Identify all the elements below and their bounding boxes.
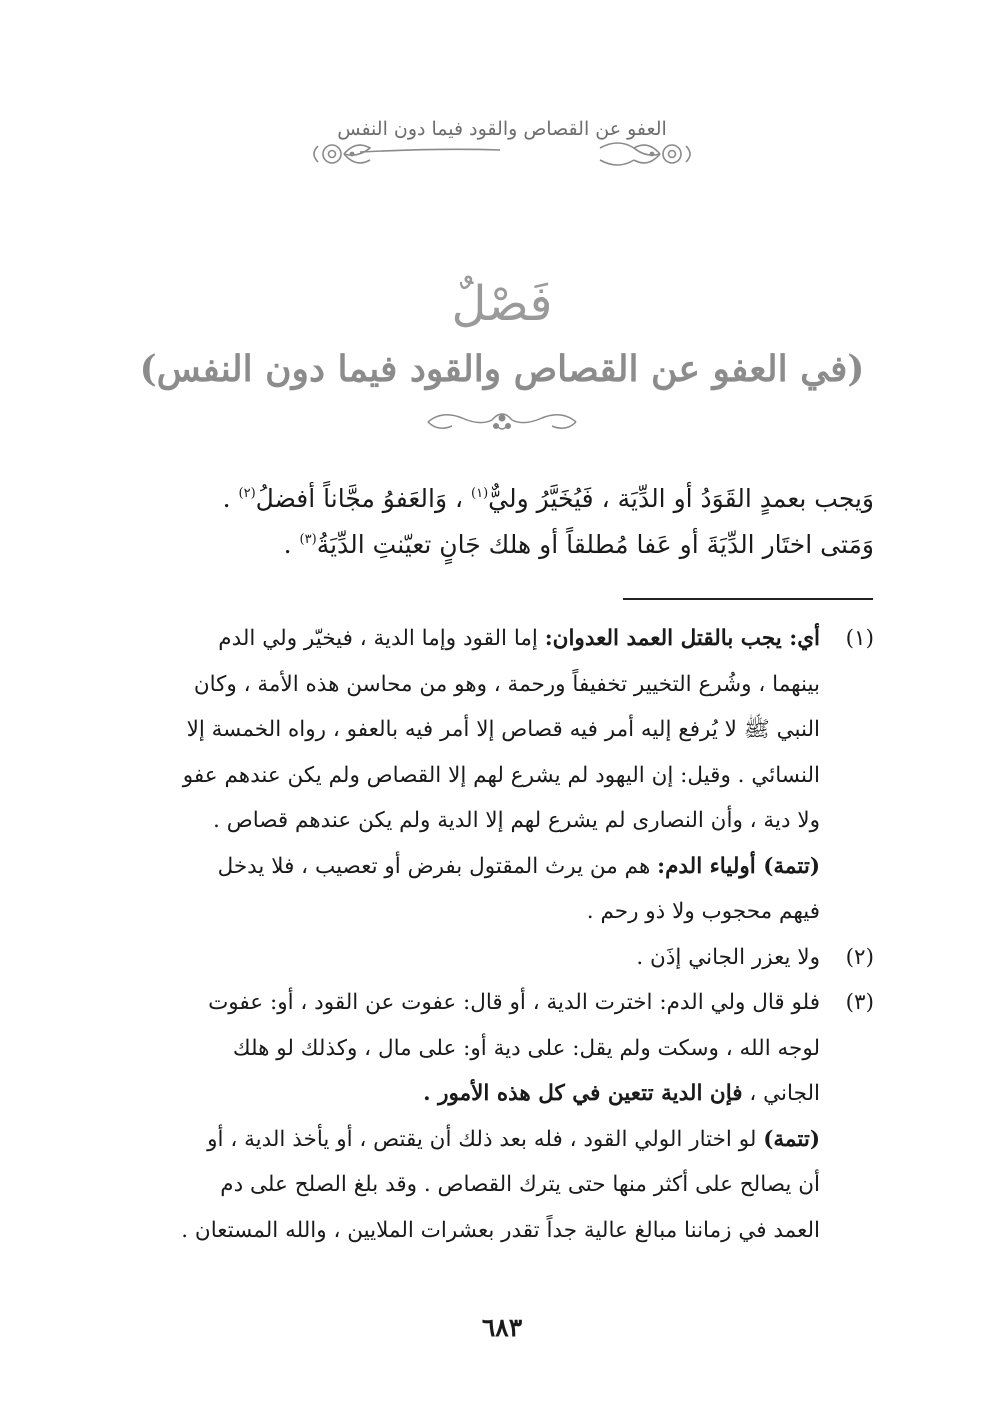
footnote-number: (١) xyxy=(845,626,874,651)
footnote-line: النسائي . وقيل: إن اليهود لم يشرع لهم إلا القصاص ولم يكن عندهم عفو xyxy=(182,762,820,788)
text-run: الجاني ، xyxy=(742,1081,820,1106)
running-header xyxy=(300,108,704,170)
text-run: إما القود وإما الدية ، فيخيّر ولي الدم xyxy=(218,626,545,651)
bold-run: (تتمة) أولياء الدم: xyxy=(657,853,820,879)
footnote-line xyxy=(129,1117,820,1163)
footnote-line: أن يصالح على أكثر منها حتى يترك القصاص . وقد بلغ الصلح على دم xyxy=(220,1172,820,1197)
footnote-separator xyxy=(623,598,873,600)
section-title: (في العفو عن القصاص والقود فيما دون النفس) xyxy=(139,348,865,390)
footnote-line xyxy=(129,1071,820,1117)
text-run: ، وَالعَفوُ مجَّاناً أفضلُ xyxy=(255,484,472,513)
footnote-3 xyxy=(129,980,874,1253)
main-text-line xyxy=(129,476,874,522)
text-run: . xyxy=(222,484,239,513)
text-run: لو اختار الولي القود ، فله بعد ذلك أن يقتص ، أو يأخذ الدية ، أو xyxy=(207,1126,764,1152)
footnote-line xyxy=(129,616,820,662)
bold-run: فإن الدية تتعين في كل هذه الأمور . xyxy=(423,1081,743,1106)
footnote-line xyxy=(129,844,820,890)
footnote-line: ولا يعزر الجاني إذَن . xyxy=(636,944,820,970)
footnote-line: العمد في زماننا مبالغ عالية جداً تقدر بعشرات الملايين ، والله المستعان . xyxy=(181,1217,820,1243)
floral-scroll-icon xyxy=(300,136,704,170)
footnotes xyxy=(129,616,874,1253)
footnote-2 xyxy=(129,935,874,981)
footnote-ref: (١) xyxy=(471,486,489,501)
running-header-title: العفو عن القصاص والقود فيما دون النفس xyxy=(337,118,667,140)
text-run: هم من يرث المقتول بفرض أو تعصيب ، فلا يدخل xyxy=(217,853,658,879)
footnote-line: ولا دية ، وأن النصارى لم يشرع لهم إلا الدية ولم يكن عندهم قصاص . xyxy=(213,808,820,833)
footnote-line: لوجه الله ، وسكت ولم يقل: على دية أو: على مال ، وكذلك لو هلك xyxy=(232,1035,820,1061)
bold-run: (تتمة) xyxy=(763,1126,820,1152)
text-run: . xyxy=(283,530,300,559)
footnote-number: (٢) xyxy=(845,944,874,970)
footnote-line: بينهما ، وشُرع التخيير تخفيفاً ورحمة ، وهو من محاسن هذه الأمة ، وكان xyxy=(193,671,820,697)
footnote-line: فيهم محجوب ولا ذو رحم . xyxy=(586,899,820,924)
footnote-ref: (٣) xyxy=(299,532,317,547)
flourish-divider-icon xyxy=(422,404,582,438)
footnote-number: (٣) xyxy=(845,990,874,1015)
footnote-ref: (٢) xyxy=(238,486,256,501)
text-run: وَمَتى اختَار الدِّيَةَ أو عَفا مُطلقاً أو هلك جَانٍ تعيّنتِ الدِّيَةُ xyxy=(316,530,874,559)
bold-run: أي: يجب بالقتل العمد العدوان: xyxy=(544,626,820,651)
text-run: وَيجب بعمدٍ القَوَدُ أو الدِّيَة ، فَيُخَيَّرُ وليٌّ xyxy=(488,484,874,513)
page-number: ٦٨٣ xyxy=(481,1313,523,1342)
section-heading: فَصْلٌ xyxy=(451,276,553,332)
footnote-1 xyxy=(129,616,874,935)
footnote-line: فلو قال ولي الدم: اخترت الدية ، أو قال: عفوت عن القود ، أو: عفوت xyxy=(208,990,820,1015)
footnote-line: النبي ﷺ لا يُرفع إليه أمر فيه قصاص إلا أمر فيه بالعفو ، رواه الخمسة إلا xyxy=(186,717,820,742)
main-text-line xyxy=(129,522,874,568)
main-text xyxy=(129,476,874,568)
